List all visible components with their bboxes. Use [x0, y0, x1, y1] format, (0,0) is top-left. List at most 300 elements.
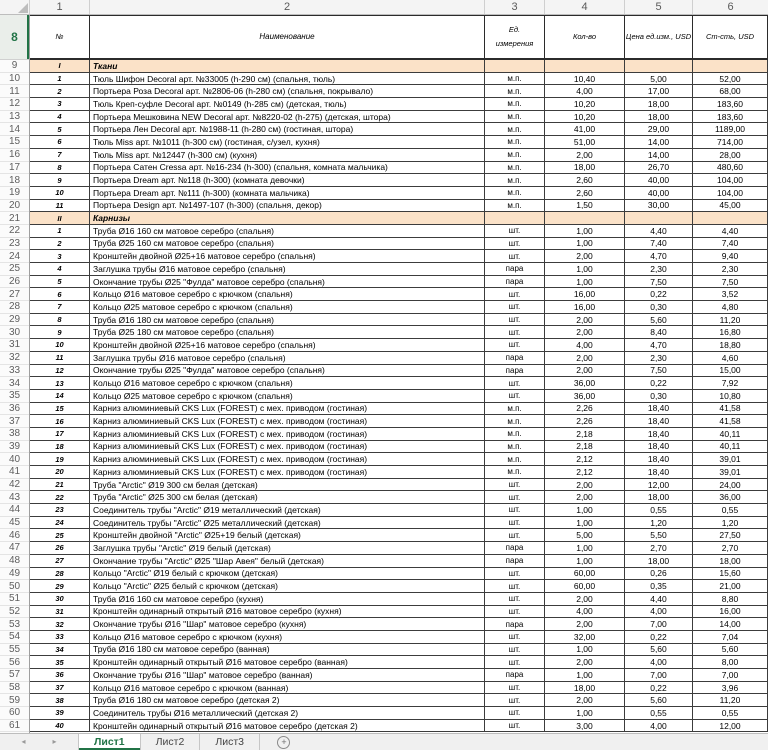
cell-qty[interactable]: 10,40: [545, 73, 625, 85]
cell-qty[interactable]: 2,00: [545, 326, 625, 338]
cell-qty[interactable]: 1,00: [545, 276, 625, 288]
cell-qty[interactable]: 5,00: [545, 529, 625, 541]
column-header-6[interactable]: 6: [727, 1, 734, 13]
row-header-31[interactable]: 31: [0, 339, 29, 352]
cell-total[interactable]: 45,00: [693, 200, 768, 212]
cell-qty[interactable]: 60,00: [545, 568, 625, 580]
cell-qty[interactable]: 2,60: [545, 187, 625, 199]
cell-num[interactable]: 7: [30, 149, 90, 161]
column-header-5[interactable]: 5: [625, 0, 693, 14]
cell-unit[interactable]: м.п.: [485, 415, 545, 427]
cell-total[interactable]: 183,60: [693, 111, 768, 123]
cell-qty[interactable]: 2,00: [545, 618, 625, 630]
header-cell-name[interactable]: Наименование: [90, 16, 485, 58]
cell-total[interactable]: 41,58: [693, 403, 768, 415]
cell-name[interactable]: Портьера Роза Decoral арт. №2806-06 (h-280 см) (спальня, покрывало): [90, 85, 485, 97]
cell-unit[interactable]: шт.: [485, 644, 545, 656]
cell-num[interactable]: 9: [30, 174, 90, 186]
cell-name[interactable]: Карниз алюминиевый CKS Lux (FOREST) с мех. приводом (гостиная): [90, 415, 485, 427]
cell-name[interactable]: Карниз алюминиевый CKS Lux (FOREST) с мех. приводом (гостиная): [90, 441, 485, 453]
cell-qty[interactable]: 10,20: [545, 111, 625, 123]
cell-total[interactable]: 2,70: [693, 542, 768, 554]
cell-num[interactable]: 30: [30, 593, 90, 605]
cell-num[interactable]: 33: [30, 631, 90, 643]
cell-total[interactable]: 40,11: [693, 441, 768, 453]
row-header-13[interactable]: 13: [0, 111, 29, 124]
tab-scroll-right-icon[interactable]: ▸: [52, 737, 57, 746]
cell-price[interactable]: 0,55: [625, 504, 693, 516]
cell-qty[interactable]: 1,00: [545, 504, 625, 516]
cell-num[interactable]: 5: [30, 276, 90, 288]
sheet-tab-Лист1[interactable]: Лист1: [78, 734, 141, 750]
row-header-45[interactable]: 45: [0, 517, 29, 530]
cell-price[interactable]: 18,00: [625, 555, 693, 567]
cell-price[interactable]: 0,22: [625, 631, 693, 643]
cell-total[interactable]: 15,00: [693, 365, 768, 377]
cell-num[interactable]: 3: [30, 98, 90, 110]
cell-name[interactable]: Карниз алюминиевый CKS Lux (FOREST) с мех. приводом (гостиная): [90, 403, 485, 415]
cell-qty[interactable]: 4,00: [545, 85, 625, 97]
cell-unit[interactable]: м.п.: [485, 98, 545, 110]
cell-price[interactable]: 0,30: [625, 301, 693, 313]
cell-unit[interactable]: пара: [485, 263, 545, 275]
cell-unit[interactable]: шт.: [485, 517, 545, 529]
cell-qty[interactable]: 36,00: [545, 390, 625, 402]
cell-num[interactable]: 23: [30, 504, 90, 516]
cell-num[interactable]: 36: [30, 669, 90, 681]
cell-num[interactable]: II: [30, 212, 90, 224]
row-header-12[interactable]: 12: [0, 98, 29, 111]
cell-num[interactable]: 11: [30, 352, 90, 364]
cell-num[interactable]: 20: [30, 466, 90, 478]
cell-price[interactable]: [625, 212, 693, 224]
tab-scroll-left-icon[interactable]: ◂: [21, 737, 26, 746]
cell-unit[interactable]: [485, 60, 545, 72]
cell-unit[interactable]: м.п.: [485, 187, 545, 199]
cell-name[interactable]: Окончание трубы Ø25 "Фулда" матовое серебро (спальня): [90, 276, 485, 288]
cell-total[interactable]: 36,00: [693, 491, 768, 503]
cell-price[interactable]: 0,55: [625, 707, 693, 719]
row-header-49[interactable]: 49: [0, 568, 29, 581]
cell-total[interactable]: 3,52: [693, 288, 768, 300]
cell-name[interactable]: Труба Ø16 180 см матовое серебро (детская 2): [90, 694, 485, 706]
cell-unit[interactable]: шт.: [485, 631, 545, 643]
cell-name[interactable]: Карниз алюминиевый CKS Lux (FOREST) с мех. приводом (гостиная): [90, 453, 485, 465]
cell-name[interactable]: Труба Ø25 180 см матовое серебро (спальня): [90, 326, 485, 338]
row-header-53[interactable]: 53: [0, 618, 29, 631]
row-header-33[interactable]: 33: [0, 365, 29, 378]
cell-price[interactable]: 2,30: [625, 263, 693, 275]
cell-name[interactable]: Кольцо Ø25 матовое серебро с крючком (спальня): [90, 301, 485, 313]
cell-qty[interactable]: 1,00: [545, 707, 625, 719]
cell-unit[interactable]: шт.: [485, 225, 545, 237]
cell-name[interactable]: Труба Ø16 180 см матовое серебро (ванная): [90, 644, 485, 656]
cell-total[interactable]: 3,96: [693, 682, 768, 694]
cell-num[interactable]: 12: [30, 365, 90, 377]
cell-num[interactable]: 2: [30, 85, 90, 97]
cell-price[interactable]: 14,00: [625, 149, 693, 161]
cell-name[interactable]: Портьера Dream арт. №111 (h-300) (комната мальчика): [90, 187, 485, 199]
cell-num[interactable]: 37: [30, 682, 90, 694]
cell-total[interactable]: 7,50: [693, 276, 768, 288]
cell-total[interactable]: 40,11: [693, 428, 768, 440]
row-header-42[interactable]: 42: [0, 479, 29, 492]
cell-total[interactable]: 5,60: [693, 644, 768, 656]
cell-price[interactable]: 18,40: [625, 403, 693, 415]
cell-total[interactable]: 7,00: [693, 669, 768, 681]
cell-qty[interactable]: 2,00: [545, 352, 625, 364]
cell-price[interactable]: 4,00: [625, 606, 693, 618]
cell-name[interactable]: Окончание трубы "Arctic" Ø25 "Шар Авея" белый (детская): [90, 555, 485, 567]
cell-name[interactable]: Соединитель трубы Ø16 металлический (детская 2): [90, 707, 485, 719]
cell-total[interactable]: 39,01: [693, 453, 768, 465]
cell-qty[interactable]: 2,00: [545, 314, 625, 326]
cell-name[interactable]: Кронштейн двойной Ø25+16 матовое серебро (спальня): [90, 250, 485, 262]
cell-unit[interactable]: м.п.: [485, 453, 545, 465]
cell-unit[interactable]: пара: [485, 365, 545, 377]
cell-total[interactable]: 714,00: [693, 136, 768, 148]
cell-price[interactable]: 30,00: [625, 200, 693, 212]
cell-unit[interactable]: пара: [485, 276, 545, 288]
cell-qty[interactable]: 10,20: [545, 98, 625, 110]
cell-total[interactable]: 4,80: [693, 301, 768, 313]
cell-qty[interactable]: 3,00: [545, 720, 625, 732]
cell-price[interactable]: 0,22: [625, 288, 693, 300]
cell-name[interactable]: Карниз алюминиевый CKS Lux (FOREST) с мех. приводом (гостиная): [90, 428, 485, 440]
cell-name[interactable]: Кольцо "Arctic" Ø25 белый с крючком (детская): [90, 580, 485, 592]
row-header-11[interactable]: 11: [0, 85, 29, 98]
cell-qty[interactable]: 2,00: [545, 149, 625, 161]
cell-unit[interactable]: шт.: [485, 250, 545, 262]
cell-num[interactable]: 14: [30, 390, 90, 402]
cell-price[interactable]: 7,50: [625, 365, 693, 377]
cell-qty[interactable]: 1,00: [545, 263, 625, 275]
row-header-24[interactable]: 24: [0, 250, 29, 263]
cell-total[interactable]: 7,40: [693, 238, 768, 250]
row-header-18[interactable]: 18: [0, 174, 29, 187]
cell-num[interactable]: 29: [30, 580, 90, 592]
cell-price[interactable]: 40,00: [625, 174, 693, 186]
cell-total[interactable]: 104,00: [693, 174, 768, 186]
cell-name[interactable]: Заглушка трубы "Arctic" Ø19 белый (детская): [90, 542, 485, 554]
cell-total[interactable]: 9,40: [693, 250, 768, 262]
row-header-21[interactable]: 21: [0, 212, 29, 225]
cell-name[interactable]: Заглушка трубы Ø16 матовое серебро (спальня): [90, 263, 485, 275]
cell-total[interactable]: 12,00: [693, 720, 768, 732]
select-all-corner[interactable]: [0, 0, 30, 14]
cell-name[interactable]: Портьера Design арт. №1497-107 (h-300) (спальня, декор): [90, 200, 485, 212]
column-header-4[interactable]: 4: [545, 0, 625, 14]
cell-unit[interactable]: м.п.: [485, 136, 545, 148]
cell-num[interactable]: 15: [30, 403, 90, 415]
cell-qty[interactable]: 51,00: [545, 136, 625, 148]
cell-num[interactable]: 35: [30, 656, 90, 668]
row-header-36[interactable]: 36: [0, 403, 29, 416]
cell-total[interactable]: 15,60: [693, 568, 768, 580]
cell-unit[interactable]: пара: [485, 352, 545, 364]
cell-total[interactable]: 68,00: [693, 85, 768, 97]
cell-price[interactable]: 18,40: [625, 466, 693, 478]
cell-price[interactable]: 5,60: [625, 694, 693, 706]
cell-unit[interactable]: шт.: [485, 238, 545, 250]
cell-name[interactable]: Соединитель трубы "Arctic" Ø25 металлический (детская): [90, 517, 485, 529]
cell-num[interactable]: 25: [30, 529, 90, 541]
cell-price[interactable]: 4,00: [625, 656, 693, 668]
cell-name[interactable]: Заглушка трубы Ø16 матовое серебро (спальня): [90, 352, 485, 364]
row-header-48[interactable]: 48: [0, 555, 29, 568]
row-header-56[interactable]: 56: [0, 656, 29, 669]
cell-unit[interactable]: м.п.: [485, 162, 545, 174]
cell-total[interactable]: 183,60: [693, 98, 768, 110]
row-header-27[interactable]: 27: [0, 288, 29, 301]
cell-num[interactable]: 8: [30, 314, 90, 326]
cell-num[interactable]: 40: [30, 720, 90, 732]
cell-unit[interactable]: м.п.: [485, 73, 545, 85]
cell-total[interactable]: 480,60: [693, 162, 768, 174]
cell-qty[interactable]: 1,00: [545, 225, 625, 237]
cell-num[interactable]: 7: [30, 301, 90, 313]
cell-qty[interactable]: 1,50: [545, 200, 625, 212]
cell-total[interactable]: 21,00: [693, 580, 768, 592]
cell-total[interactable]: 2,30: [693, 263, 768, 275]
cell-total[interactable]: 10,80: [693, 390, 768, 402]
row-header-57[interactable]: 57: [0, 669, 29, 682]
cell-num[interactable]: 4: [30, 111, 90, 123]
row-header-8-selected[interactable]: 8: [0, 15, 29, 60]
row-header-10[interactable]: 10: [0, 73, 29, 86]
row-header-14[interactable]: 14: [0, 123, 29, 136]
cell-price[interactable]: 8,40: [625, 326, 693, 338]
row-header-30[interactable]: 30: [0, 326, 29, 339]
cell-name[interactable]: Портьера Сатен Cressa арт. №16-234 (h-300) (спальня, комната мальчика): [90, 162, 485, 174]
cell-total[interactable]: [693, 212, 768, 224]
cell-num[interactable]: 1: [30, 73, 90, 85]
row-header-60[interactable]: 60: [0, 707, 29, 720]
cell-unit[interactable]: шт.: [485, 288, 545, 300]
cell-unit[interactable]: шт.: [485, 707, 545, 719]
cell-name[interactable]: Кольцо Ø16 матовое серебро с крючком (спальня): [90, 377, 485, 389]
row-header-23[interactable]: 23: [0, 238, 29, 251]
row-header-51[interactable]: 51: [0, 593, 29, 606]
cell-unit[interactable]: шт.: [485, 390, 545, 402]
cell-price[interactable]: 7,40: [625, 238, 693, 250]
row-header-9[interactable]: 9: [0, 60, 29, 73]
cell-total[interactable]: 8,80: [693, 593, 768, 605]
cell-qty[interactable]: 18,00: [545, 682, 625, 694]
cell-total[interactable]: 4,60: [693, 352, 768, 364]
cell-name[interactable]: Карниз алюминиевый CKS Lux (FOREST) с мех. приводом (гостиная): [90, 466, 485, 478]
row-header-55[interactable]: 55: [0, 644, 29, 657]
cell-unit[interactable]: м.п.: [485, 149, 545, 161]
cell-name[interactable]: Окончание трубы Ø16 "Шар" матовое серебро (кухня): [90, 618, 485, 630]
cell-num[interactable]: 34: [30, 644, 90, 656]
cell-price[interactable]: 1,20: [625, 517, 693, 529]
cell-total[interactable]: 27,50: [693, 529, 768, 541]
cell-name[interactable]: Труба "Arctic" Ø25 300 см белая (детская): [90, 491, 485, 503]
cell-price[interactable]: 14,00: [625, 136, 693, 148]
cell-unit[interactable]: пара: [485, 669, 545, 681]
cell-total[interactable]: 18,80: [693, 339, 768, 351]
cell-qty[interactable]: 1,00: [545, 542, 625, 554]
cell-qty[interactable]: 2,26: [545, 415, 625, 427]
row-header-26[interactable]: 26: [0, 276, 29, 289]
cell-unit[interactable]: м.п.: [485, 403, 545, 415]
cell-price[interactable]: 0,22: [625, 377, 693, 389]
cell-name[interactable]: Кронштейн одинарный открытый Ø16 матовое серебро (кухня): [90, 606, 485, 618]
cell-total[interactable]: 16,80: [693, 326, 768, 338]
row-header-34[interactable]: 34: [0, 377, 29, 390]
cell-total[interactable]: 0,55: [693, 504, 768, 516]
cell-qty[interactable]: 1,00: [545, 644, 625, 656]
cell-name[interactable]: Кольцо Ø25 матовое серебро с крючком (спальня): [90, 390, 485, 402]
cell-total[interactable]: 16,00: [693, 606, 768, 618]
cell-qty[interactable]: 32,00: [545, 631, 625, 643]
cell-name[interactable]: Соединитель трубы "Arctic" Ø19 металлический (детская): [90, 504, 485, 516]
row-header-32[interactable]: 32: [0, 352, 29, 365]
cell-unit[interactable]: шт.: [485, 504, 545, 516]
cell-unit[interactable]: шт.: [485, 606, 545, 618]
cell-unit[interactable]: м.п.: [485, 174, 545, 186]
cell-price[interactable]: 5,50: [625, 529, 693, 541]
cell-qty[interactable]: 1,00: [545, 238, 625, 250]
cell-name[interactable]: Тюль Креп-суфле Decoral арт. №0149 (h-285 см) (детская, тюль): [90, 98, 485, 110]
cell-qty[interactable]: 2,00: [545, 250, 625, 262]
cell-num[interactable]: 27: [30, 555, 90, 567]
cell-price[interactable]: 4,00: [625, 720, 693, 732]
cell-name[interactable]: Окончание трубы Ø25 "Фулда" матовое серебро (спальня): [90, 365, 485, 377]
cell-name[interactable]: Кольцо Ø16 матовое серебро с крючком (кухня): [90, 631, 485, 643]
cell-num[interactable]: 19: [30, 453, 90, 465]
cell-price[interactable]: 29,00: [625, 123, 693, 135]
cell-name[interactable]: Карнизы: [90, 212, 485, 224]
cell-num[interactable]: 6: [30, 136, 90, 148]
cell-price[interactable]: 12,00: [625, 479, 693, 491]
cell-num[interactable]: 13: [30, 377, 90, 389]
row-header-19[interactable]: 19: [0, 187, 29, 200]
cell-total[interactable]: 8,00: [693, 656, 768, 668]
row-header-47[interactable]: 47: [0, 542, 29, 555]
cell-num[interactable]: 16: [30, 415, 90, 427]
cell-name[interactable]: Труба Ø16 180 см матовое серебро (спальня): [90, 314, 485, 326]
cell-num[interactable]: 21: [30, 479, 90, 491]
row-header-39[interactable]: 39: [0, 441, 29, 454]
cell-total[interactable]: 1,20: [693, 517, 768, 529]
cell-total[interactable]: [693, 60, 768, 72]
row-header-61[interactable]: 61: [0, 720, 29, 733]
cell-price[interactable]: 5,60: [625, 314, 693, 326]
cell-qty[interactable]: 4,00: [545, 606, 625, 618]
cell-price[interactable]: 18,00: [625, 98, 693, 110]
cell-qty[interactable]: 2,00: [545, 365, 625, 377]
cell-qty[interactable]: 60,00: [545, 580, 625, 592]
row-header-40[interactable]: 40: [0, 453, 29, 466]
cell-price[interactable]: 18,00: [625, 111, 693, 123]
row-header-52[interactable]: 52: [0, 606, 29, 619]
cell-unit[interactable]: шт.: [485, 682, 545, 694]
cell-unit[interactable]: пара: [485, 542, 545, 554]
cell-unit[interactable]: шт.: [485, 529, 545, 541]
cell-unit[interactable]: шт.: [485, 301, 545, 313]
cell-unit[interactable]: шт.: [485, 491, 545, 503]
cell-name[interactable]: Тюль Шифон Decoral арт. №33005 (h-290 см) (спальня, тюль): [90, 73, 485, 85]
cell-unit[interactable]: шт.: [485, 593, 545, 605]
row-header-25[interactable]: 25: [0, 263, 29, 276]
cell-total[interactable]: 104,00: [693, 187, 768, 199]
cell-unit[interactable]: шт.: [485, 326, 545, 338]
cell-num[interactable]: 5: [30, 123, 90, 135]
cell-name[interactable]: Тюль Miss арт. №12447 (h-300 см) (кухня): [90, 149, 485, 161]
row-header-37[interactable]: 37: [0, 415, 29, 428]
cell-name[interactable]: Кронштейн двойной Ø25+16 матовое серебро (спальня): [90, 339, 485, 351]
cell-name[interactable]: Труба Ø25 160 см матовое серебро (спальня): [90, 238, 485, 250]
cell-name[interactable]: Кронштейн одинарный открытый Ø16 матовое серебро (детская 2): [90, 720, 485, 732]
cell-unit[interactable]: шт.: [485, 377, 545, 389]
header-cell-unit[interactable]: [485, 16, 545, 58]
cell-total[interactable]: 0,55: [693, 707, 768, 719]
row-header-43[interactable]: 43: [0, 491, 29, 504]
cell-num[interactable]: 11: [30, 200, 90, 212]
row-header-41[interactable]: 41: [0, 466, 29, 479]
cell-total[interactable]: 7,92: [693, 377, 768, 389]
cell-num[interactable]: 18: [30, 441, 90, 453]
cell-unit[interactable]: шт.: [485, 580, 545, 592]
cell-name[interactable]: Тюль Miss арт. №1011 (h-300 см) (гостиная, с/узел, кухня): [90, 136, 485, 148]
row-header-20[interactable]: 20: [0, 200, 29, 213]
cell-num[interactable]: 8: [30, 162, 90, 174]
cell-price[interactable]: 2,30: [625, 352, 693, 364]
row-header-35[interactable]: 35: [0, 390, 29, 403]
cell-price[interactable]: 5,60: [625, 644, 693, 656]
cell-qty[interactable]: 1,00: [545, 555, 625, 567]
column-header-3[interactable]: 3: [485, 0, 545, 14]
cell-price[interactable]: 18,40: [625, 453, 693, 465]
cell-unit[interactable]: шт.: [485, 314, 545, 326]
cell-unit[interactable]: м.п.: [485, 428, 545, 440]
cell-qty[interactable]: 1,00: [545, 517, 625, 529]
cell-qty[interactable]: 36,00: [545, 377, 625, 389]
cell-price[interactable]: 4,70: [625, 250, 693, 262]
cell-unit[interactable]: шт.: [485, 694, 545, 706]
column-header-2[interactable]: 2: [90, 0, 485, 14]
cell-unit[interactable]: м.п.: [485, 85, 545, 97]
cell-qty[interactable]: 2,00: [545, 479, 625, 491]
cell-price[interactable]: 4,40: [625, 593, 693, 605]
cell-price[interactable]: 7,50: [625, 276, 693, 288]
cell-price[interactable]: [625, 60, 693, 72]
cell-total[interactable]: 11,20: [693, 694, 768, 706]
cell-name[interactable]: Труба "Arctic" Ø19 300 см белая (детская): [90, 479, 485, 491]
cell-name[interactable]: Окончание трубы Ø16 "Шар" матовое серебро (ванная): [90, 669, 485, 681]
cell-name[interactable]: Портьера Dream арт. №118 (h-300) (комната девочки): [90, 174, 485, 186]
cell-price[interactable]: 18,00: [625, 491, 693, 503]
cell-name[interactable]: Кольцо "Arctic" Ø19 белый с крючком (детская): [90, 568, 485, 580]
cell-total[interactable]: 52,00: [693, 73, 768, 85]
cell-unit[interactable]: шт.: [485, 339, 545, 351]
cell-num[interactable]: 38: [30, 694, 90, 706]
sheet-tab-Лист2[interactable]: Лист2: [141, 734, 201, 750]
cell-unit[interactable]: м.п.: [485, 111, 545, 123]
cell-num[interactable]: 6: [30, 288, 90, 300]
cell-price[interactable]: 0,35: [625, 580, 693, 592]
cell-name[interactable]: Портьера Лен Decoral арт. №1988-11 (h-280 см) (гостиная, штора): [90, 123, 485, 135]
row-header-17[interactable]: 17: [0, 162, 29, 175]
cell-total[interactable]: 39,01: [693, 466, 768, 478]
cell-total[interactable]: 24,00: [693, 479, 768, 491]
cell-num[interactable]: 2: [30, 238, 90, 250]
cell-num[interactable]: 9: [30, 326, 90, 338]
cell-num[interactable]: 10: [30, 339, 90, 351]
cell-qty[interactable]: 2,00: [545, 491, 625, 503]
